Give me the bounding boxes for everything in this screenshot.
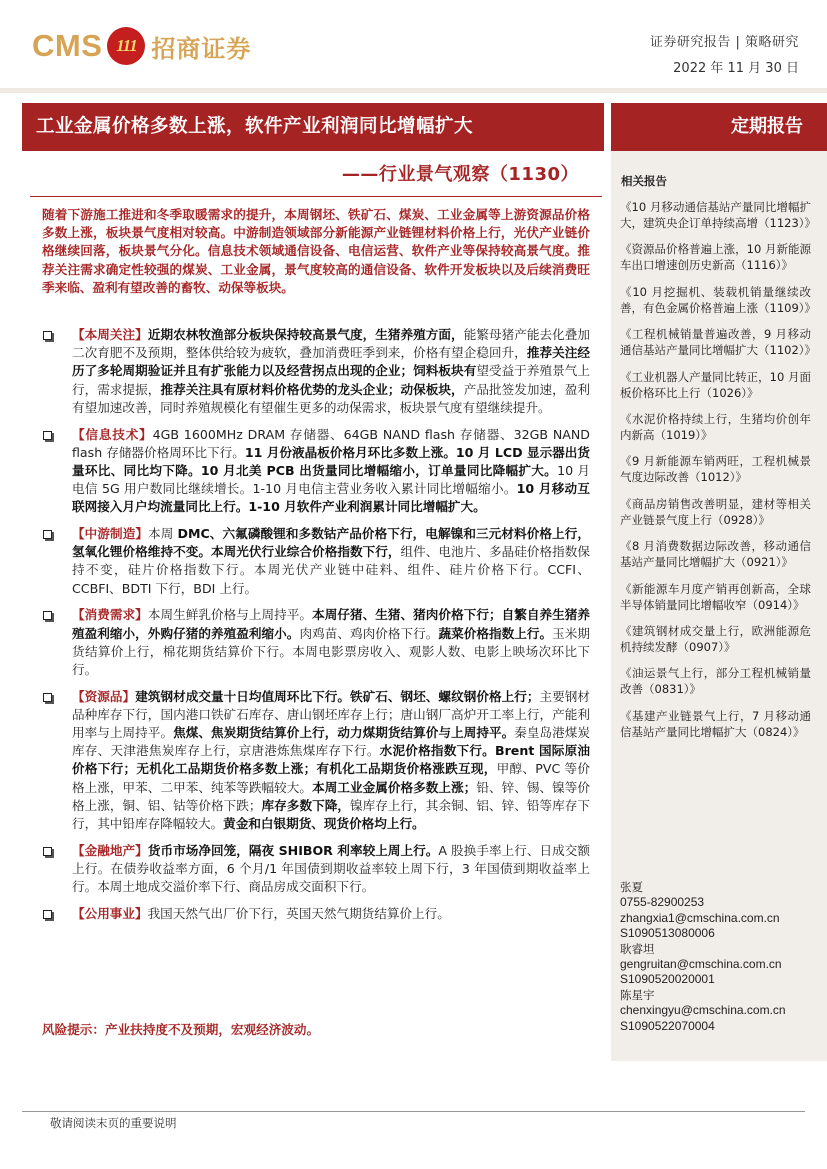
bullet-text-segment: 11 月份液晶板价格月环比多数上涨。10 月 LCD 显示器出货量环比、同比均下降。10 月北美 PCB 出货量同比增幅缩小，订单量同比降幅扩大。 [72,444,590,478]
contact-line[interactable]: zhangxia1@cmschina.com.cn [620,910,780,925]
bullet-text-segment: 10 月移动互联网接入月户均流量同比上行。1-10 月软件产业利润累计同比增幅扩大。 [72,481,590,515]
checkbox-bullet-icon [43,693,52,702]
related-report-link[interactable]: 《工程机械销量普遍改善，9 月移动通信基站产量同比增幅扩大（1102）》 [620,327,817,358]
report-type: 证券研究报告 | 策略研究 [649,35,799,50]
bullet-text-segment: 产品批签发加速，盈利有望加速改善，同时养殖规模化有望催生更多的动保需求，板块景气度有望继续提升。 [72,381,591,415]
bullet-item [42,688,590,834]
bullet-text-segment: 推荐关注具有原材料价格优势的龙头企业；动保板块， [160,381,464,397]
related-report-link[interactable]: 《油运景气上行，部分工程机械销量改善（0831）》 [620,666,811,697]
bullet-list [42,326,590,932]
related-report-link[interactable]: 《水泥价格持续上行，生猪均价创年内新高（1019）》 [620,411,811,442]
analyst-contacts [620,880,820,1034]
related-report-link[interactable]: 《10 月移动通信基站产量同比增幅扩大，建筑央企订单持续高增（1123）》 [620,200,817,230]
related-report-link[interactable]: 《工业机器人产量同比转正，10 月面板价格环比上行（1026）》 [620,369,811,400]
report-tag: 定期报告 [611,103,827,151]
contact-line[interactable]: gengruitan@cmschina.com.cn [620,957,782,972]
bullet-text-segment: 我国天然气出厂价下行，英国天然气期货结算价上行。 [147,905,450,921]
header-divider [0,88,827,93]
bullet-text-segment: 库存多数下降， [261,797,350,813]
contact-line: 陈星宇 [620,987,655,1002]
bullet-text-segment: 近期农林牧渔部分板块保持较高景气度，生猪养殖方面， [147,327,464,342]
bullet-text-segment: A 股换手率上行、日成交额上行。在债券收益率方面，6 个月/1 年国债到期收益率较上周下行，3 年国债到期收益率上行。本周土地成交溢价率下行、商品房成交面积下行。 [72,842,590,895]
contact-line: 耿睿坦 [620,941,655,956]
bullet-text-segment: 铅、锌、锡、镍等价格上涨，铜、铝、钴等价格下跌； [72,779,591,813]
bullet-item [42,606,590,679]
logo-company-name: 招商证券 [151,33,252,63]
bullet-text-segment: 甲醇、PVC 等价格上涨，甲苯、二甲苯、纯苯等跌幅较大。 [72,761,591,795]
related-report-link[interactable]: 《建筑钢材成交量上行，欧洲能源危机持续发酵（0907）》 [620,623,811,654]
bullet-text-segment: 本周生鲜乳价格与上周持平。 [147,607,313,623]
bullet-text-segment: 秦皇岛港煤炭库存、天津港焦炭库存上行，京唐港炼焦煤库存下行。 [72,725,591,759]
related-report-link[interactable]: 《基建产业链景气上行，7 月移动通信基站产量同比增幅扩大（0824）》 [620,708,811,739]
bullet-text-segment: 本周工业金属价格多数上涨； [312,779,477,795]
bullet-text-segment: 蔬菜价格指数上行。 [438,625,553,641]
report-subtitle: ——行业景气观察（1130） [341,164,579,185]
bullet-text-segment: 望受益于养殖景气上行，需求提振， [72,363,591,397]
footer-note: 敬请阅读末页的重要说明 [50,1116,177,1130]
bullet-label: 【消费需求】 [72,607,148,623]
bullet-item [42,842,590,897]
checkbox-bullet-icon [43,611,52,620]
bullet-label: 【信息技术】 [72,426,153,442]
bullet-text-segment: 组件、电池片、多晶硅价格指数保持不变，硅片价格指数下行。本周光伏产业链中硅料、组件、硅片价格下行。CCFI、CCBFI、BDTI 下行，BDI 上行。 [72,544,591,596]
summary-paragraph: 随着下游施工推进和冬季取暖需求的提升，本周钢坯、铁矿石、煤炭、工业金属等上游资源品价格多数上涨，板块景气度相对较高。中游制造领域部分新能源产业链锂材料价格上行，光伏产业链价格继续回落，板块景气分化。信息技术领域通信设备、电信运营、软件产业等保持较高景气度。推荐关注需求确定性较强的煤炭、工业金属，景气度较高的通信设备、软件开发板块以及后续消费旺季来临、盈利有望改善的畜牧、动保等板块。 [42,207,590,295]
bullet-label: 【金融地产】 [72,842,148,858]
checkbox-bullet-icon [43,331,52,340]
sidebar [611,151,827,1061]
bullet-text-segment: 10 月电信 5G 用户数同比继续增长。1-10 月电信主营业务收入累计同比增幅缩小。 [72,462,590,497]
bullet-text-segment: 焦煤、焦炭期货结算价上行，动力煤期货结算价与上周持平。 [173,725,515,741]
contact-line[interactable]: chenxingyu@cmschina.com.cn [620,1003,786,1018]
bullet-text-segment: DMC、六氟磷酸锂和多数钴产品价格下行，电解镍和三元材料价格上行，氢氧化锂价格维持不变。本周光伏行业综合价格指数下行， [72,526,590,560]
checkbox-bullet-icon [43,530,52,539]
contact-line: S1090522070004 [620,1018,715,1033]
related-reports-list [620,199,817,750]
related-report-link[interactable]: 《8 月消费数据边际改善，移动通信基站产量同比增幅扩大（0921）》 [620,539,811,570]
related-report-link[interactable]: 《9 月新能源车销两旺，工程机械景气度边际改善（1012）》 [620,454,811,485]
contact-line: S1090520020001 [620,972,715,987]
logo-badge-icon: 111 [107,27,145,65]
bullet-item [42,905,590,923]
bullet-label: 【资源品】 [72,688,136,704]
related-report-link[interactable]: 《新能源车月度产销再创新高，全球半导体销量同比增幅收窄（0914）》 [620,581,811,612]
bullet-label: 【中游制造】 [72,526,149,542]
contact-line: 0755-82900253 [620,895,705,910]
bullet-text-segment: 玉米期货结算价上行，棉花期货结算价下行。本周电影票房收入、观影人数、电影上映场次环比下行。 [72,625,591,677]
bullet-text-segment: 镍库存上行，其余铜、铝、锌、铅等库存下行，其中铅库存降幅较大。 [72,797,591,832]
bullet-label: 【本周关注】 [72,327,148,342]
bullet-text-segment: 能繁母猪产能去化叠加二次育肥不及预期，整体供给较为疲软，叠加消费旺季到来，价格有望企稳回升， [72,327,591,361]
bullet-item [42,525,590,598]
header-meta [650,31,799,76]
bullet-label: 【公用事业】 [72,905,148,921]
related-report-link[interactable]: 《商品房销售改善明显，建材等相关产业链景气度上行（0928）》 [620,496,811,527]
bullet-text-segment: 黄金和白银期货、现货价格均上行。 [223,816,425,832]
contact-line: S1090513080006 [620,926,715,941]
related-report-link[interactable]: 《10 月挖掘机、装载机销量继续改善，有色金属价格普遍上涨（1109）》 [620,284,817,315]
report-date: 2022 年 11 月 30 日 [673,61,799,76]
checkbox-bullet-icon [43,910,52,919]
footer-divider [22,1111,805,1112]
bullet-text-segment: 本周 [148,526,178,542]
risk-warning: 风险提示：产业扶持度不及预期，宏观经济波动。 [42,1022,320,1037]
bullet-text-segment: 主要钢材品种库存下行，国内港口铁矿石库存、唐山钢坯库存上行；唐山钢厂高炉开工率上行，产能利用率与上周持平。 [72,688,591,741]
related-report-link[interactable]: 《资源品价格普遍上涨，10 月新能源车出口增速创历史新高（1116）》 [620,242,811,273]
checkbox-bullet-icon [43,847,52,856]
bullet-text-segment: 推荐关注经历了多轮周期验证并且有扩张能力以及经营拐点出现的企业；饲料板块有 [72,345,591,379]
logo-cms-text: CMS [32,28,103,63]
bullet-text-segment: 肉鸡苗、鸡肉价格下行。 [299,625,439,641]
related-reports-title: 相关报告 [621,174,667,188]
report-title: 工业金属价格多数上涨，软件产业利润同比增幅扩大 [22,103,604,151]
bullet-item [42,326,590,417]
bullet-text-segment: 4GB 1600MHz DRAM 存储器、64GB NAND flash 存储器、32GB NAND flash 存储器价格周环比下行。 [72,426,590,460]
bullet-text-segment: 水泥价格指数下行。Brent 国际原油价格下行；无机化工品期货价格多数上涨；有机化工品期货价格涨跌互现， [72,743,590,777]
bullet-item [42,426,590,517]
bullet-text-segment: 货币市场净回笼，隔夜 SHIBOR 利率较上周上行。 [147,842,439,858]
contact-line: 张夏 [620,880,643,894]
brand-logo [32,26,251,66]
checkbox-bullet-icon [43,431,52,440]
bullet-text-segment: 建筑钢材成交量十日均值周环比下行。铁矿石、钢坯、螺纹钢价格上行； [135,688,540,704]
title-divider [30,196,602,197]
bullet-text-segment: 本周仔猪、生猪、猪肉价格下行；自繁自养生猪养殖盈利缩小，外购仔猪的养殖盈利缩小。 [72,607,591,641]
